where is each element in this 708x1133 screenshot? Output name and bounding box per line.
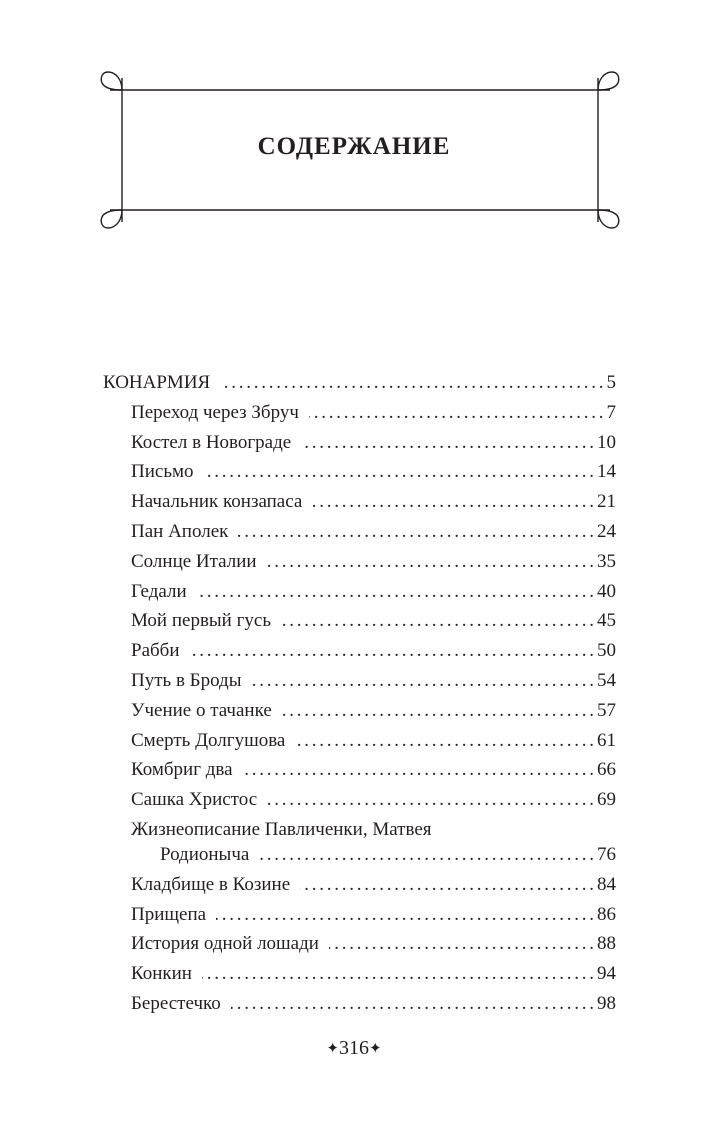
dot-leader — [295, 726, 593, 756]
dot-leader — [312, 487, 593, 517]
toc-entry-page: 21 — [597, 491, 616, 513]
toc-entry[interactable] — [103, 577, 616, 607]
toc-entry-page: 86 — [597, 903, 616, 925]
toc-entry-page: 57 — [597, 699, 616, 721]
table-of-contents — [103, 368, 616, 1019]
toc-entry-title: Кладбище в Козине — [131, 873, 291, 895]
toc-entry[interactable] — [103, 398, 616, 428]
toc-entry-title: Переход через Збруч — [131, 401, 299, 423]
toc-entry[interactable] — [103, 696, 616, 726]
dot-leader — [220, 368, 602, 398]
dot-leader — [282, 696, 593, 726]
toc-entry-title: Учение о тачанке — [131, 699, 272, 721]
toc-entry-page: 66 — [597, 759, 616, 781]
toc-entry-page: 61 — [597, 729, 616, 751]
toc-entry-multiline[interactable] — [103, 815, 616, 870]
dot-leader — [231, 989, 593, 1019]
toc-entry-page: 76 — [597, 843, 616, 865]
toc-entry-title: Начальник конзапаса — [131, 491, 303, 513]
toc-entry[interactable] — [103, 636, 616, 666]
dot-leader — [238, 517, 593, 547]
dot-leader — [204, 457, 593, 487]
toc-entry-title: КОНАРМИЯ — [103, 372, 211, 393]
dot-leader — [243, 755, 593, 785]
toc-entry[interactable] — [103, 547, 616, 577]
dot-leader — [202, 959, 593, 989]
dot-leader — [197, 577, 593, 607]
toc-entry[interactable] — [103, 989, 616, 1019]
toc-entry-page: 10 — [597, 431, 616, 453]
toc-entry-title: Сашка Христос — [131, 789, 258, 811]
toc-entry[interactable] — [103, 929, 616, 959]
toc-entry-page: 84 — [597, 873, 616, 895]
toc-entry[interactable] — [103, 726, 616, 756]
toc-entry[interactable] — [103, 428, 616, 458]
toc-entry[interactable] — [103, 457, 616, 487]
toc-entry-continuation — [131, 840, 616, 870]
toc-entry[interactable] — [103, 900, 616, 930]
toc-entry[interactable] — [103, 487, 616, 517]
toc-entry-page: 69 — [597, 789, 616, 811]
toc-entry-page: 7 — [606, 401, 616, 423]
toc-entry-page: 98 — [597, 992, 616, 1014]
toc-entry-title-line2: Родионыча — [160, 843, 250, 865]
toc-entry-title-line1: Жизнеописание Павличенки, Матвея — [131, 818, 432, 840]
toc-entry-page: 35 — [597, 550, 616, 572]
dot-leader — [216, 900, 593, 930]
page-number-footer — [0, 1034, 708, 1063]
toc-entry-title: Комбриг два — [131, 759, 233, 781]
toc-entry-title: Костел в Новограде — [131, 431, 292, 453]
toc-entry[interactable] — [103, 755, 616, 785]
toc-entry[interactable] — [103, 666, 616, 696]
dot-leader — [301, 428, 593, 458]
toc-entry-title: Гедали — [131, 580, 187, 602]
dot-leader — [309, 398, 603, 428]
toc-entry-page: 40 — [597, 580, 616, 602]
toc-entry[interactable] — [103, 785, 616, 815]
dot-leader — [267, 785, 593, 815]
toc-entry-page: 14 — [597, 461, 616, 483]
toc-entry-title: Берестечко — [131, 992, 221, 1014]
toc-entry-title: Конкин — [131, 963, 192, 985]
dot-leader — [300, 870, 593, 900]
toc-entry-title: Солнце Италии — [131, 550, 257, 572]
toc-entry-title: Мой первый гусь — [131, 610, 271, 632]
toc-entry[interactable] — [103, 870, 616, 900]
toc-entry[interactable] — [103, 959, 616, 989]
dot-leader — [329, 929, 593, 959]
toc-entry-title: История одной лошади — [131, 933, 319, 955]
dot-leader — [267, 547, 593, 577]
toc-entry-page: 94 — [597, 963, 616, 985]
toc-entry-page: 50 — [597, 640, 616, 662]
toc-entry[interactable] — [103, 606, 616, 636]
toc-entry-title: Письмо — [131, 461, 194, 483]
toc-entry-page: 5 — [606, 372, 616, 393]
ornament-star-icon: ✦ — [326, 1041, 339, 1057]
page-title: СОДЕРЖАНИЕ — [257, 133, 451, 160]
toc-entry-page: 88 — [597, 933, 616, 955]
dot-leader — [259, 840, 593, 870]
toc-entry[interactable] — [103, 517, 616, 547]
toc-entry-title: Путь в Броды — [131, 669, 242, 691]
dot-leader — [281, 606, 593, 636]
ornament-star-icon: ✦ — [369, 1041, 382, 1057]
toc-entry-title: Смерть Долгушова — [131, 729, 286, 751]
dot-leader — [251, 666, 593, 696]
toc-entry-page: 24 — [597, 520, 616, 542]
toc-entry-title: Рабби — [131, 640, 180, 662]
toc-entry-title: Пан Аполек — [131, 520, 229, 542]
dot-leader — [190, 636, 593, 666]
page-number: 316 — [339, 1037, 369, 1059]
toc-entry-title: Прищепа — [131, 903, 207, 925]
toc-entry-page: 45 — [597, 610, 616, 632]
toc-entry-page: 54 — [597, 669, 616, 691]
toc-part-entry[interactable] — [103, 368, 616, 398]
